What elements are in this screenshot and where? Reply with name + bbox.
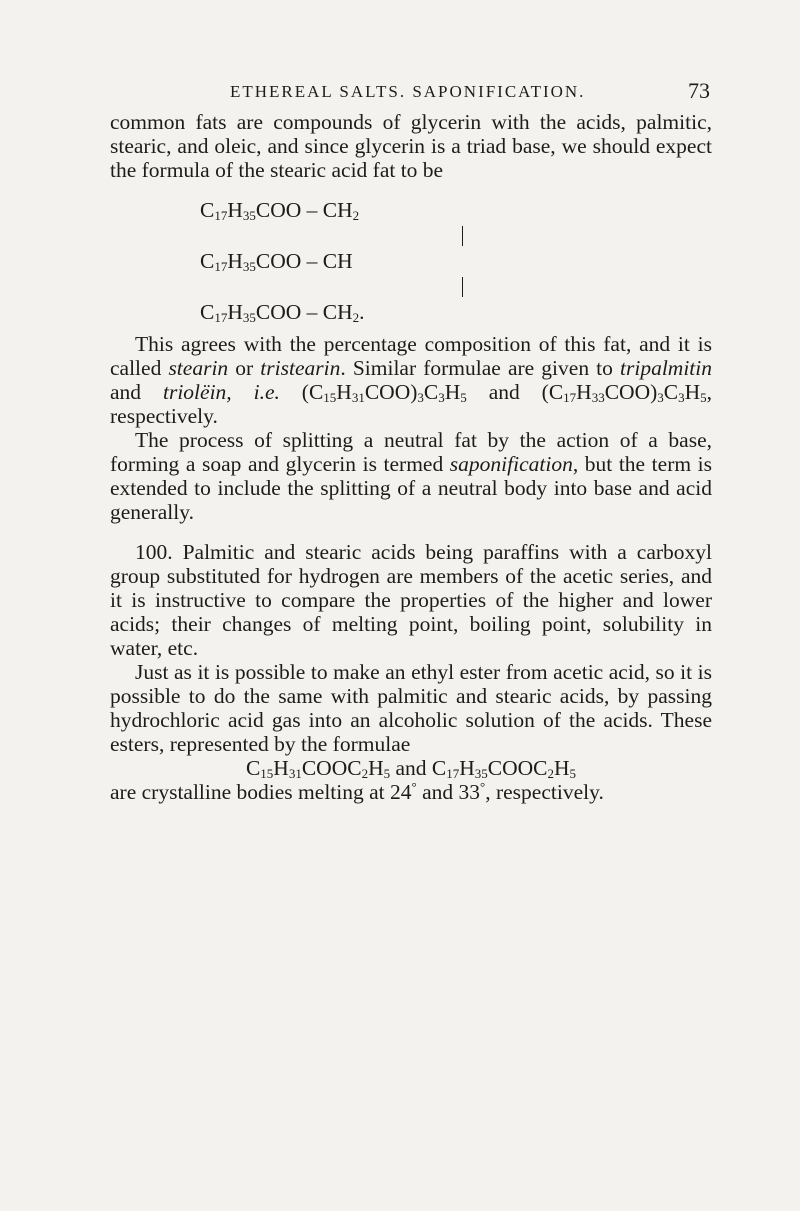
paragraph-crystalline: are crystalline bodies melting at 24° and 33°, respectively. (110, 779, 604, 804)
paragraph-saponification: The process of splitting a neutral fat by the action of a base, forming a soap and glycerin is termed saponification, but the term is extended to include the splitting of a neutral body into base and acid generally. (110, 428, 712, 524)
paragraph-ethyl-ester: Just as it is possible to make an ethyl ester from acetic acid, so it is possible to do the same with palmitic and stearic acids, by passing hydrochloric acid gas into an alcoholic solution of the acids. These esters, represented by the formulae (110, 660, 712, 756)
page-body (110, 110, 712, 804)
paragraph-100: 100. Palmitic and stearic acids being paraffins with a carboxyl group substituted for hydrogen are members of the acetic series, and it is instructive to compare the properties of the higher and lower acids; their changes of melting point, boiling point, solubility in water, etc. (110, 540, 712, 660)
ester-formulae: $C_{15}H_{31}COOC_2H_5$ and $C_{17}H_{35}COOC_2H_5$ (245, 756, 577, 781)
stearin-structural-formula (110, 184, 712, 332)
bond-line-top (462, 226, 463, 246)
paragraph-stearin: This agrees with the percentage composition of this fat, and it is called stearin or tristearin. Similar formulae are given to tripalmitin and triolëin, i.e. $(C_{15}H_{31}COO)_3C_3H_5$ and $(C_{17}H_{33}COO)_3C_3H_5$, respectively. (110, 332, 713, 428)
header-title: ETHEREAL SALTS. SAPONIFICATION. (230, 82, 586, 101)
page-number: 73 (688, 78, 710, 103)
formula-line-1: $C_{17}H_{35}COO - CH_2$ (200, 198, 360, 223)
paragraph-common-fats: common fats are compounds of glycerin with the acids, palmitic, stearic, and oleic, and since glycerin is a triad base, we should expect the formula of the stearic acid fat to be (110, 110, 712, 182)
formula-line-2: $C_{17}H_{35}COO$ – CH (200, 249, 353, 274)
bond-line-bottom (462, 277, 463, 297)
formula-line-3: $C_{17}H_{35}COO - CH_2$. (200, 300, 365, 325)
